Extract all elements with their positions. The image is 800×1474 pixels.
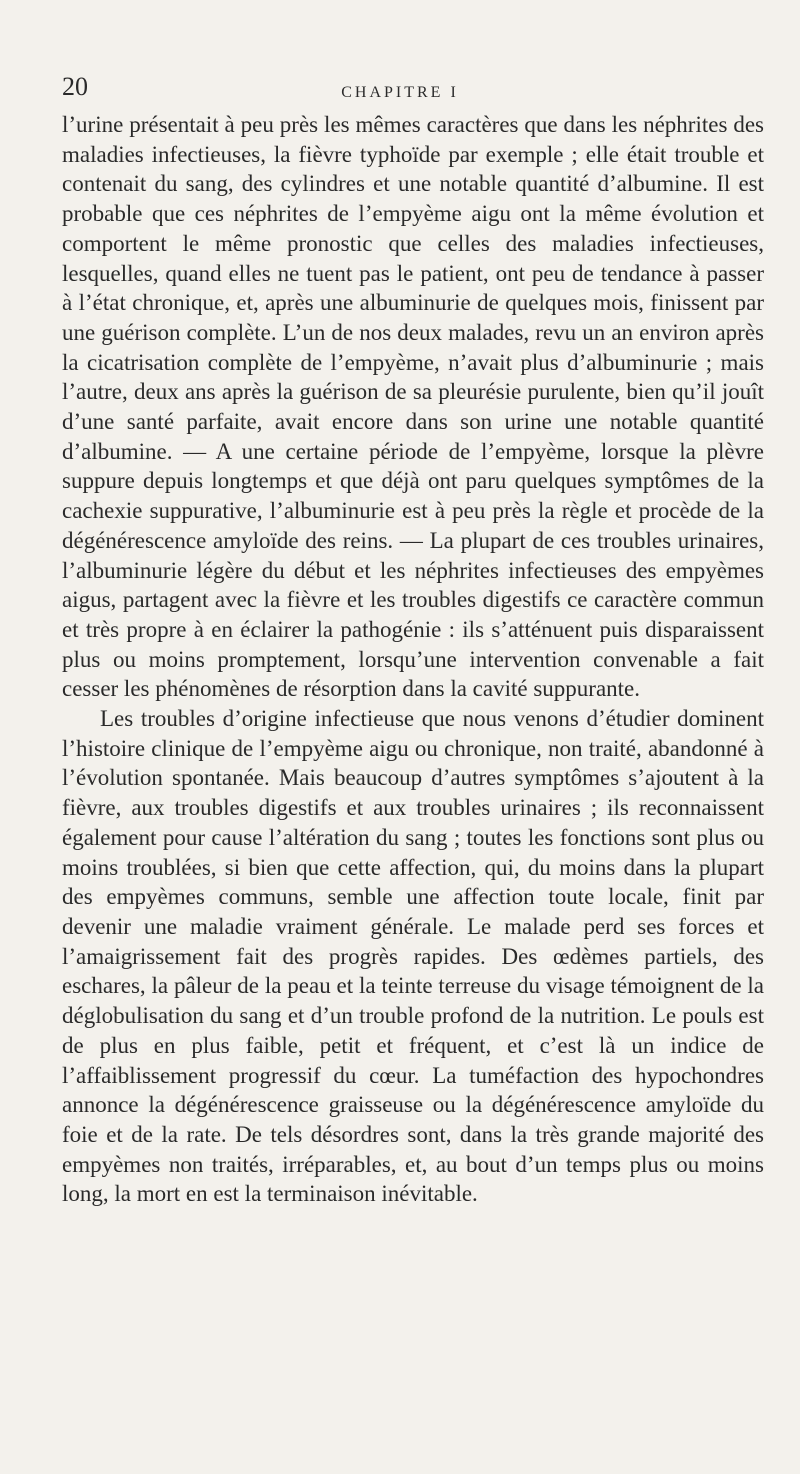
page-number: 20: [62, 72, 88, 101]
paragraph-2: Les troubles d’origine infectieuse que nous venons d’étudier dominent l’histoire clinique de l’empyème aigu ou chronique, non traité, abandonné à l’évolution spontanée. Mais beaucoup d’autres symptômes s’ajoutent à la fièvre, aux troubles digestifs et aux troubles urinaires ; ils reconnaissent également pour cause l’altération du sang ; toutes les fonctions sont plus ou moins troublées, si bien que cette affection, qui, du moins dans la plupart des empyèmes communs, semble une affection toute locale, finit par devenir une maladie vraiment générale. Le malade perd ses forces et l’amaigrissement fait des progrès rapides. Des œdèmes partiels, des eschares, la pâleur de la peau et la teinte terreuse du visage témoignent de la déglobulisation du sang et d’un trouble profond de la nutrition. Le pouls est de plus en plus faible, petit et fréquent, et c’est là un indice de l’affaiblissement progressif du cœur. La tuméfaction des hypochondres annonce la dégénérescence graisseuse ou la dégénérescence amyloïde du foie et de la rate. De tels désordres sont, dans la très grande majorité des empyèmes non traités, irréparables, et, au bout d’un temps plus ou moins long, la mort en est la terminaison inévitable.: [62, 706, 764, 1207]
paragraph-1: l’urine présentait à peu près les mêmes caractères que dans les néphrites des maladies infectieuses, la fièvre typhoïde par exemple ; elle était trouble et contenait du sang, des cylindres et une notable quantité d’albumine. Il est probable que ces néphrites de l’empyème aigu ont la même évolution et comportent le même pronostic que celles des maladies infectieuses, lesquelles, quand elles ne tuent pas le patient, ont peu de tendance à passer à l’état chronique, et, après une albuminurie de quelques mois, finissent par une guérison complète. L’un de nos deux malades, revu un an environ après la cicatrisation complète de l’empyème, n’avait plus d’albuminurie ; mais l’autre, deux ans après la guérison de sa pleurésie purulente, bien qu’il jouît d’une santé parfaite, avait encore dans son urine une notable quantité d’albumine. — A une certaine période de l’empyème, lorsque la plèvre suppure depuis longtemps et que déjà ont paru quelques symptômes de la cachexie suppurative, l’albuminurie est à peu près la règle et procède de la dégénérescence amyloïde des reins. — La plupart de ces troubles urinaires, l’albuminurie légère du début et les néphrites infectieuses des empyèmes aigus, partagent avec la fièvre et les troubles digestifs ce caractère commun et très propre à en éclairer la pathogénie : ils s’atténuent puis disparaissent plus ou moins promptement, lorsqu’une intervention convenable a fait cesser les phénomènes de résorption dans la cavité suppurante.: [62, 112, 764, 702]
running-head: CHAPITRE I: [341, 84, 459, 101]
body-text: [62, 110, 764, 1209]
